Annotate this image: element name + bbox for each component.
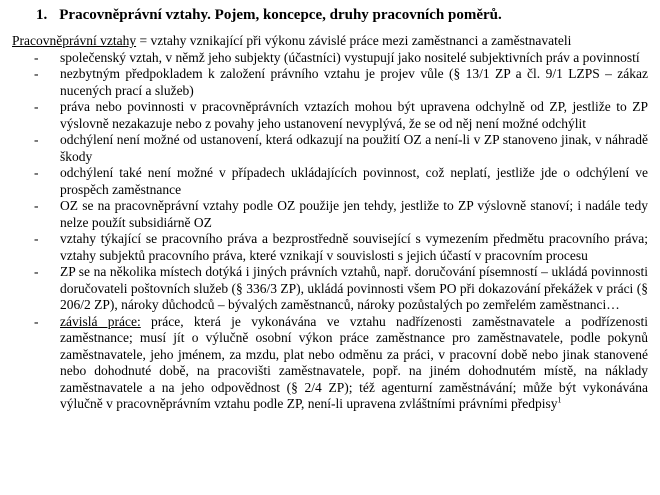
list-item (12, 132, 648, 165)
bullet-dash: - (34, 99, 39, 114)
dependent-work-definition: práce, která je vykonávána ve vztahu nadřízenosti zaměstnavatele a podřízenosti zaměstnance; musí jít o výlučně osobní výkon práce zaměstnance pro zaměstnavatele, podle pokynů zaměstnavatele, jeho jménem, za mzdu, plat nebo odměnu za práci, v pracovní době nebo jinak stanovené nebo dohodnuté době, na pracovišti zaměstnavatele, popř. na jiném dohodnutém místě, na náklady zaměstnavatele a na jeho odpovědnost (§ 2/4 ZP); též agenturní zaměstnávání; může být vykonávána výlučně v pracovněprávním vztahu podle ZP, není-li upravena zvláštními právními předpisy (60, 313, 649, 411)
bullet-dash: - (34, 198, 39, 213)
list-item-text: ZP se na několika místech dotýká i jiných právních vztahů, např. doručování písemností – ukládá povinnosti doručovateli poštovních služeb (§ 336/3 ZP), ukládá povinnosti všem PO při dokazování překážek v práci (§ 206/2 ZP), nároky důchodců – bývalých zaměstnanců, nároky pozůstalých po zemřelém zaměstnanci… (60, 264, 648, 312)
list-item-text: odchýlení také není možné v případech ukládajících povinnost, což neplatí, jestliže jde o odchýlení ve prospěch zaměstnance (60, 165, 648, 197)
bullet-dash: - (34, 264, 39, 279)
bullet-dash: - (34, 231, 39, 246)
list-item (12, 50, 648, 67)
intro-definition: = vztahy vznikající při výkonu závislé práce mezi zaměstnanci a zaměstnavateli (136, 33, 572, 48)
list-item (12, 198, 648, 231)
list-item (12, 264, 648, 314)
bullet-dash: - (34, 132, 39, 147)
list-item-text: vztahy týkající se pracovního práva a bezprostředně související s vymezením předmětu pracovního práva; vztahy subjektů pracovního práva, které vznikají v souvislosti s jejich účastí v pracovním procesu (60, 231, 648, 263)
dependent-work-term: závislá práce: (60, 313, 141, 329)
bullet-dash: - (34, 49, 39, 65)
list-item-text: společenský vztah, v němž jeho subjekty (účastníci) vystupují jako nositelé subjektivních práv a povinností (60, 49, 640, 65)
list-item-text: odchýlení není možné od ustanovení, která odkazují na použití OZ a není-li v ZP stanoveno jinak, v náhradě škody (60, 132, 648, 164)
section-number: 1. (36, 7, 48, 23)
list-item (12, 66, 648, 99)
bullet-list (12, 50, 648, 413)
bullet-dash: - (34, 66, 39, 81)
bullet-dash: - (34, 165, 39, 180)
list-item-text: práva nebo povinnosti v pracovněprávních vztazích mohou být upravena odchylně od ZP, jestliže to ZP výslovně nezakazuje nebo z povahy jeho ustanovení nevyplývá, že se od něj není možné odchýlit (60, 99, 648, 131)
list-item-text (60, 314, 648, 413)
intro-term: Pracovněprávní vztahy (12, 33, 137, 48)
bullet-dash: - (34, 313, 39, 329)
list-item (12, 99, 648, 132)
list-item (12, 165, 648, 198)
section-title: Pracovněprávní vztahy. Pojem, koncepce, druhy pracovních poměrů. (59, 7, 502, 23)
intro-paragraph (12, 33, 648, 50)
list-item-text: OZ se na pracovněprávní vztahy podle OZ použije jen tehdy, jestliže to ZP výslovně stanoví; i nadále tedy nelze použít subsidiárně OZ (60, 198, 648, 230)
list-item (12, 314, 648, 413)
list-item (12, 231, 648, 264)
footnote-marker: 1 (557, 395, 562, 405)
section-heading (36, 6, 648, 25)
list-item-text: nezbytným předpokladem k založení právního vztahu je projev vůle (§ 13/1 ZP a čl. 9/1 LZPS – zákaz nucených prací a služeb) (60, 66, 648, 98)
